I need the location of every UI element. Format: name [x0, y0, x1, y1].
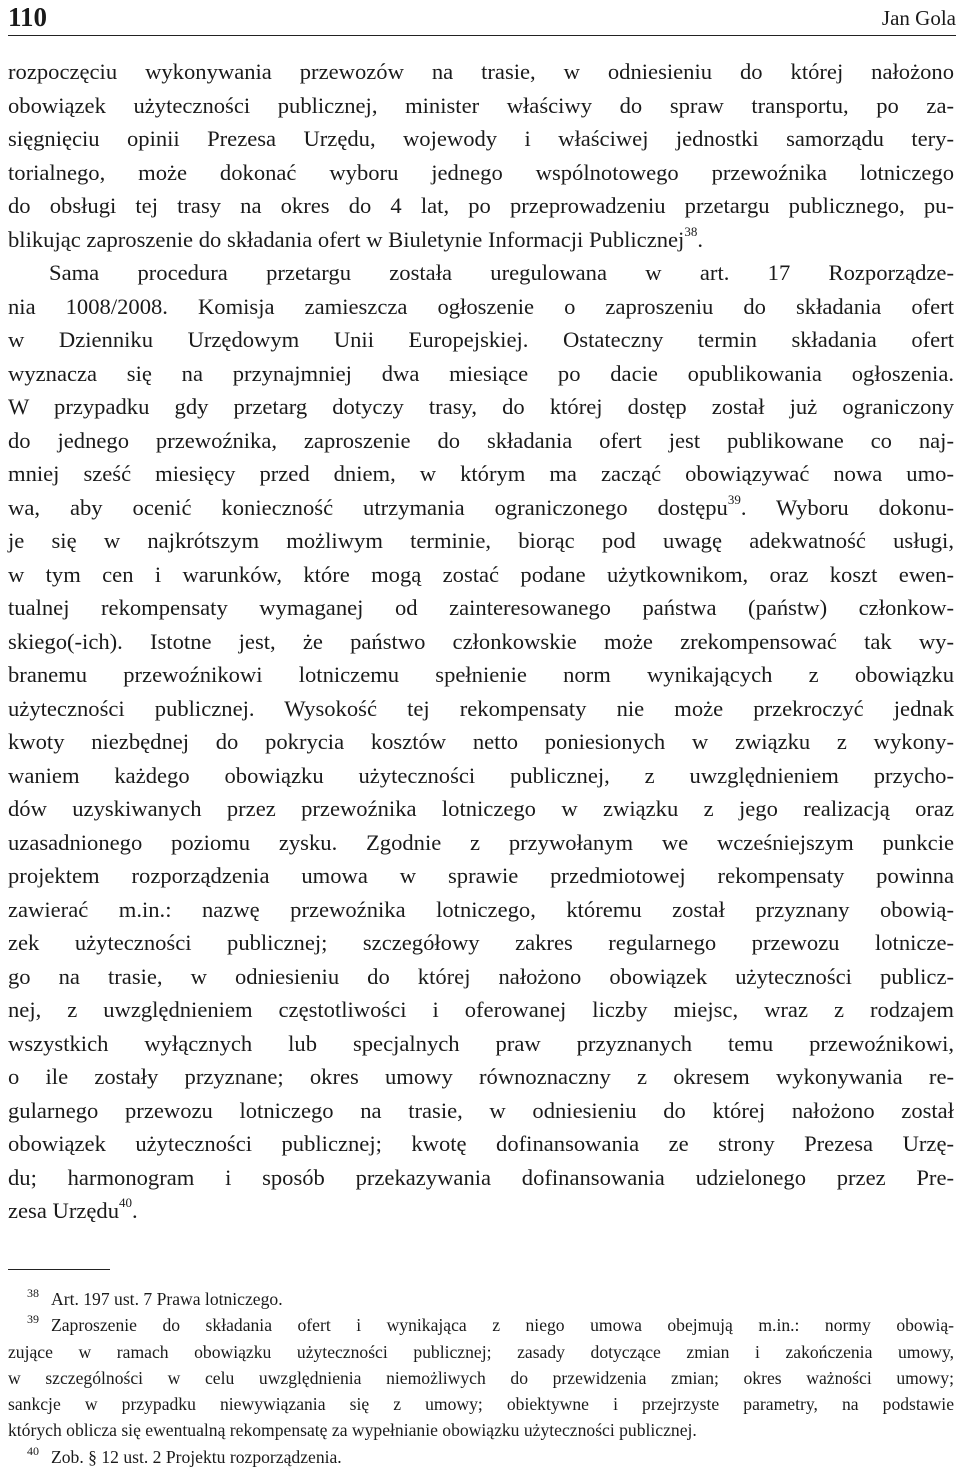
footnote-38: 38 Art. 197 ust. 7 Prawa lotniczego.	[27, 1286, 283, 1309]
body-line: gularnego przewozu lotniczego na trasie, w odniesieniu do której nałożono został	[8, 1097, 954, 1123]
body-line: sięgnięciu opinii Prezesa Urzędu, wojewody i właściwej jednostki samorządu tery-	[8, 126, 954, 151]
footnotes	[8, 1286, 954, 1470]
page-number: 110	[8, 2, 48, 32]
body-line: dów uzyskiwanych przez przewoźnika lotniczego w związku z jego realizacją oraz	[8, 796, 954, 821]
footnote-line: w szczególności w celu uwzględnienia niemożliwych do przewidzenia zmian; okres ważności umowy;	[8, 1367, 954, 1388]
body-line-text: zesa Urzędu	[8, 1198, 120, 1223]
body-line: nej, z uwzględnieniem częstotliwości i oferowanej liczby miejsc, wraz z rodzajem	[8, 997, 954, 1022]
body-line-text: wa, aby ocenić konieczność utrzymania ograniczonego dostępu	[8, 494, 728, 520]
body-line-end: . Wyboru dokonu-	[740, 494, 954, 520]
body-line: wyznacza się na przynajmniej dwa miesiące po dacie opublikowania ogłoszenia.	[8, 360, 954, 386]
body-line-text: blikując zaproszenie do składania ofert w Biuletynie Informacji Publicznej	[8, 226, 685, 252]
footnote-line: zujące w ramach obowiązku użyteczności publicznej; zasady dotyczące zmian i zakończenia umowy,	[8, 1341, 954, 1362]
body-line: mniej sześć miesięcy przed dniem, w którym ma zacząć obowiązywać nowa umo-	[8, 461, 954, 486]
body-line	[8, 1194, 954, 1228]
body-line: kwoty niezbędnej do pokrycia kosztów netto poniesionych w związku z wykony-	[8, 729, 954, 754]
body-line: skiego(-ich). Istotne jest, że państwo członkowskie może zrekompensować tak wy-	[8, 628, 954, 654]
body-line: torialnego, może dokonać wyboru jednego wspólnotowego przewoźnika lotniczego	[8, 159, 954, 185]
body-line: projektem rozporządzenia umowa w sprawie przedmiotowej rekompensaty powinna	[8, 863, 954, 888]
body-line: Sama procedura przetargu została uregulowana w art. 17 Rozporządze-	[49, 260, 954, 285]
footnote-39: 39 Zaproszenie do składania ofert i wynikająca z niego umowa obejmują m.in.: normy obowią-	[27, 1312, 954, 1336]
body-line: użyteczności publicznej. Wysokość tej rekompensaty nie może przekroczyć jednak	[8, 695, 954, 721]
footnote-text: Zaproszenie do składania ofert i wynikająca z niego umowa obejmują m.in.: normy obowią-	[51, 1315, 954, 1336]
body-line: branemu przewoźnikowi lotniczemu spełnienie norm wynikających z obowiązku	[8, 662, 954, 687]
body-line: waniem każdego obowiązku użyteczności publicznej, z uwzględnieniem przycho-	[8, 762, 954, 788]
body-line: o ile zostały przyznane; okres umowy równoznaczny z okresem wykonywania re-	[8, 1064, 954, 1089]
footnote-separator	[8, 1269, 110, 1270]
footnote-line: sankcje w przypadku niewywiązania się z umowy; obiektywne i przejrzyste parametry, na podstawie	[8, 1394, 954, 1415]
body-line-end: .	[697, 226, 703, 252]
footnote-line: których oblicza się ewentualną rekompensatę za wypełnianie obowiązku użyteczności publicznej.	[8, 1420, 697, 1441]
body-line: rozpoczęciu wykonywania przewozów na trasie, w odniesieniu do której nałożono	[8, 59, 954, 84]
body-line: w tym cen i warunków, które mogą zostać podane użytkownikom, oraz koszt ewen-	[8, 561, 954, 587]
body-line: tualnej rekompensaty wymaganej od zainteresowanego państwa (państw) członkow-	[8, 595, 954, 620]
body-line: du; harmonogram i sposób przekazywania dofinansowania udzielonego przez Pre-	[8, 1164, 954, 1190]
body-line: je się w najkrótszym możliwym terminie, biorąc pod uwagę adekwatność usługi,	[8, 528, 954, 553]
footnote-ref-39[interactable]: 39	[727, 491, 741, 507]
body-line: do obsługi tej trasy na okres do 4 lat, po przeprowadzeniu przetargu publicznego, pu-	[8, 193, 954, 218]
body-line-end: .	[132, 1198, 138, 1223]
body-line: wszystkich wyłącznych lub specjalnych praw przyznanych temu przewoźnikowi,	[8, 1030, 954, 1056]
body-line: go na trasie, w odniesieniu do której nałożono obowiązek użyteczności publicz-	[8, 963, 954, 989]
footnote-ref-40[interactable]: 40	[119, 1195, 133, 1211]
footnote-text: Art. 197 ust. 7 Prawa lotniczego.	[51, 1289, 283, 1309]
footnote-text: Zob. § 12 ust. 2 Projektu rozporządzenia.	[51, 1446, 342, 1467]
body-line: w Dzienniku Urzędowym Unii Europejskiej. Ostateczny termin składania ofert	[8, 327, 954, 352]
header-rule	[8, 35, 956, 36]
body-line: zawierać m.in.: nazwę przewoźnika lotniczego, któremu został przyznany obowią-	[8, 896, 954, 922]
body-line: W przypadku gdy przetarg dotyczy trasy, do której dostęp został już ograniczony	[8, 394, 954, 419]
body-line: obowiązek użyteczności publicznej; kwotę dofinansowania ze strony Prezesa Urzę-	[8, 1131, 954, 1156]
body-paragraph	[8, 55, 954, 1228]
body-line: obowiązek użyteczności publicznej, minister właściwy do spraw transportu, po za-	[8, 92, 954, 118]
running-author: Jan Gola	[881, 6, 956, 30]
body-line: nia 1008/2008. Komisja zamieszcza ogłoszenie o zaproszeniu do składania ofert	[8, 293, 954, 319]
footnote-ref-38[interactable]: 38	[684, 223, 698, 239]
footnote-40: 40 Zob. § 12 ust. 2 Projektu rozporządzenia.	[27, 1443, 342, 1467]
body-line	[8, 223, 954, 257]
body-line: zek użyteczności publicznej; szczegółowy zakres regularnego przewozu lotnicze-	[8, 930, 954, 955]
body-line	[8, 491, 954, 525]
running-header	[8, 0, 956, 34]
body-line: uzasadnionego poziomu zysku. Zgodnie z przywołanym we wcześniejszym punkcie	[8, 829, 954, 855]
body-line: do jednego przewoźnika, zaproszenie do składania ofert jest publikowane co naj-	[8, 427, 954, 453]
